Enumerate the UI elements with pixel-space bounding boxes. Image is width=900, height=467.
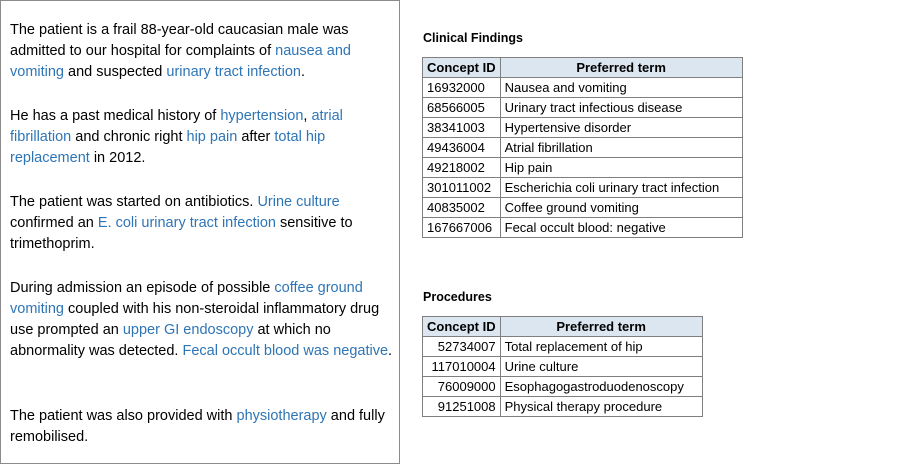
- preferred-term-cell: Esophagogastroduodenoscopy: [500, 377, 702, 397]
- highlighted-concept: hypertension: [220, 108, 304, 124]
- highlighted-concept: hip pain: [186, 129, 238, 145]
- preferred-term-cell: Escherichia coli urinary tract infection: [500, 178, 742, 198]
- concept-id-cell: 49436004: [423, 138, 501, 158]
- table-row: [423, 357, 703, 377]
- table-row: [423, 78, 743, 98]
- highlighted-concept: coffee ground vomiting: [10, 280, 363, 317]
- table-row: [423, 178, 743, 198]
- concept-id-cell: 91251008: [423, 397, 501, 417]
- note-paragraph-5: [10, 406, 394, 448]
- note-text: During admission an episode of possible: [10, 280, 275, 296]
- note-paragraph-2: [10, 106, 394, 169]
- table-row: [423, 218, 743, 238]
- concept-id-cell: 52734007: [423, 337, 501, 357]
- preferred-term-cell: Hypertensive disorder: [500, 118, 742, 138]
- preferred-term-cell: Coffee ground vomiting: [500, 198, 742, 218]
- preferred-term-cell: Hip pain: [500, 158, 742, 178]
- note-text: at which no abnormality was detected.: [10, 322, 331, 359]
- note-paragraph-3: [10, 192, 394, 255]
- concept-id-header: Concept ID: [423, 58, 501, 78]
- preferred-term-cell: Nausea and vomiting: [500, 78, 742, 98]
- table-row: [423, 158, 743, 178]
- preferred-term-header: Preferred term: [500, 58, 742, 78]
- table-row: [423, 337, 703, 357]
- note-text: The patient was also provided with: [10, 408, 237, 424]
- table-row: [423, 118, 743, 138]
- concept-id-cell: 16932000: [423, 78, 501, 98]
- highlighted-concept: total hip replacement: [10, 129, 326, 166]
- note-text: in 2012.: [89, 150, 146, 166]
- procedures-body: [423, 337, 703, 417]
- note-text: .: [300, 64, 306, 80]
- preferred-term-cell: Urinary tract infectious disease: [500, 98, 742, 118]
- highlighted-concept: Urine culture: [257, 194, 340, 210]
- note-text: and suspected: [64, 64, 167, 80]
- concept-id-cell: 301011002: [423, 178, 501, 198]
- table-row: [423, 397, 703, 417]
- concept-id-cell: 68566005: [423, 98, 501, 118]
- preferred-term-cell: Urine culture: [500, 357, 702, 377]
- concept-id-header: Concept ID: [423, 317, 501, 337]
- note-text: and fully remobilised.: [10, 408, 385, 445]
- procedures-title: Procedures: [423, 290, 492, 304]
- note-paragraph-1: [10, 20, 394, 83]
- clinical-note-panel: [0, 0, 400, 464]
- preferred-term-cell: Fecal occult blood: negative: [500, 218, 742, 238]
- highlighted-concept: urinary tract infection: [166, 64, 301, 80]
- note-text: coupled with his non-steroidal inflammatory drug use prompted an: [10, 301, 380, 338]
- clinical-findings-table: [422, 57, 743, 238]
- highlighted-concept: atrial fibrillation: [10, 108, 343, 145]
- concept-id-cell: 167667006: [423, 218, 501, 238]
- preferred-term-cell: Total replacement of hip: [500, 337, 702, 357]
- note-paragraph-4: [10, 278, 394, 362]
- table-row: [423, 377, 703, 397]
- note-text: The patient was started on antibiotics.: [10, 194, 258, 210]
- concept-id-cell: 49218002: [423, 158, 501, 178]
- preferred-term-cell: Atrial fibrillation: [500, 138, 742, 158]
- table-row: [423, 138, 743, 158]
- clinical-findings-title: Clinical Findings: [423, 31, 524, 45]
- procedures-table: [422, 316, 703, 417]
- concept-id-cell: 40835002: [423, 198, 501, 218]
- preferred-term-header: Preferred term: [500, 317, 702, 337]
- note-text: after: [237, 129, 275, 145]
- highlighted-concept: physiotherapy: [236, 408, 327, 424]
- highlighted-concept: Fecal occult blood was negative: [182, 343, 389, 359]
- highlighted-concept: nausea and vomiting: [10, 43, 351, 80]
- concept-id-cell: 117010004: [423, 357, 501, 377]
- note-text: .: [388, 343, 393, 359]
- note-text: and chronic right: [71, 129, 187, 145]
- note-text: ,: [303, 108, 312, 124]
- note-text: sensitive to trimethoprim.: [10, 215, 353, 252]
- note-text: He has a past medical history of: [10, 108, 221, 124]
- note-text: confirmed an: [10, 215, 98, 231]
- note-text: The patient is a frail 88-year-old caucasian male was admitted to our hospital for complaints of: [10, 22, 349, 59]
- highlighted-concept: upper GI endoscopy: [122, 322, 254, 338]
- concept-id-cell: 38341003: [423, 118, 501, 138]
- clinical-findings-body: [423, 78, 743, 238]
- concept-id-cell: 76009000: [423, 377, 501, 397]
- table-row: [423, 198, 743, 218]
- table-row: [423, 98, 743, 118]
- preferred-term-cell: Physical therapy procedure: [500, 397, 702, 417]
- highlighted-concept: E. coli urinary tract infection: [97, 215, 276, 231]
